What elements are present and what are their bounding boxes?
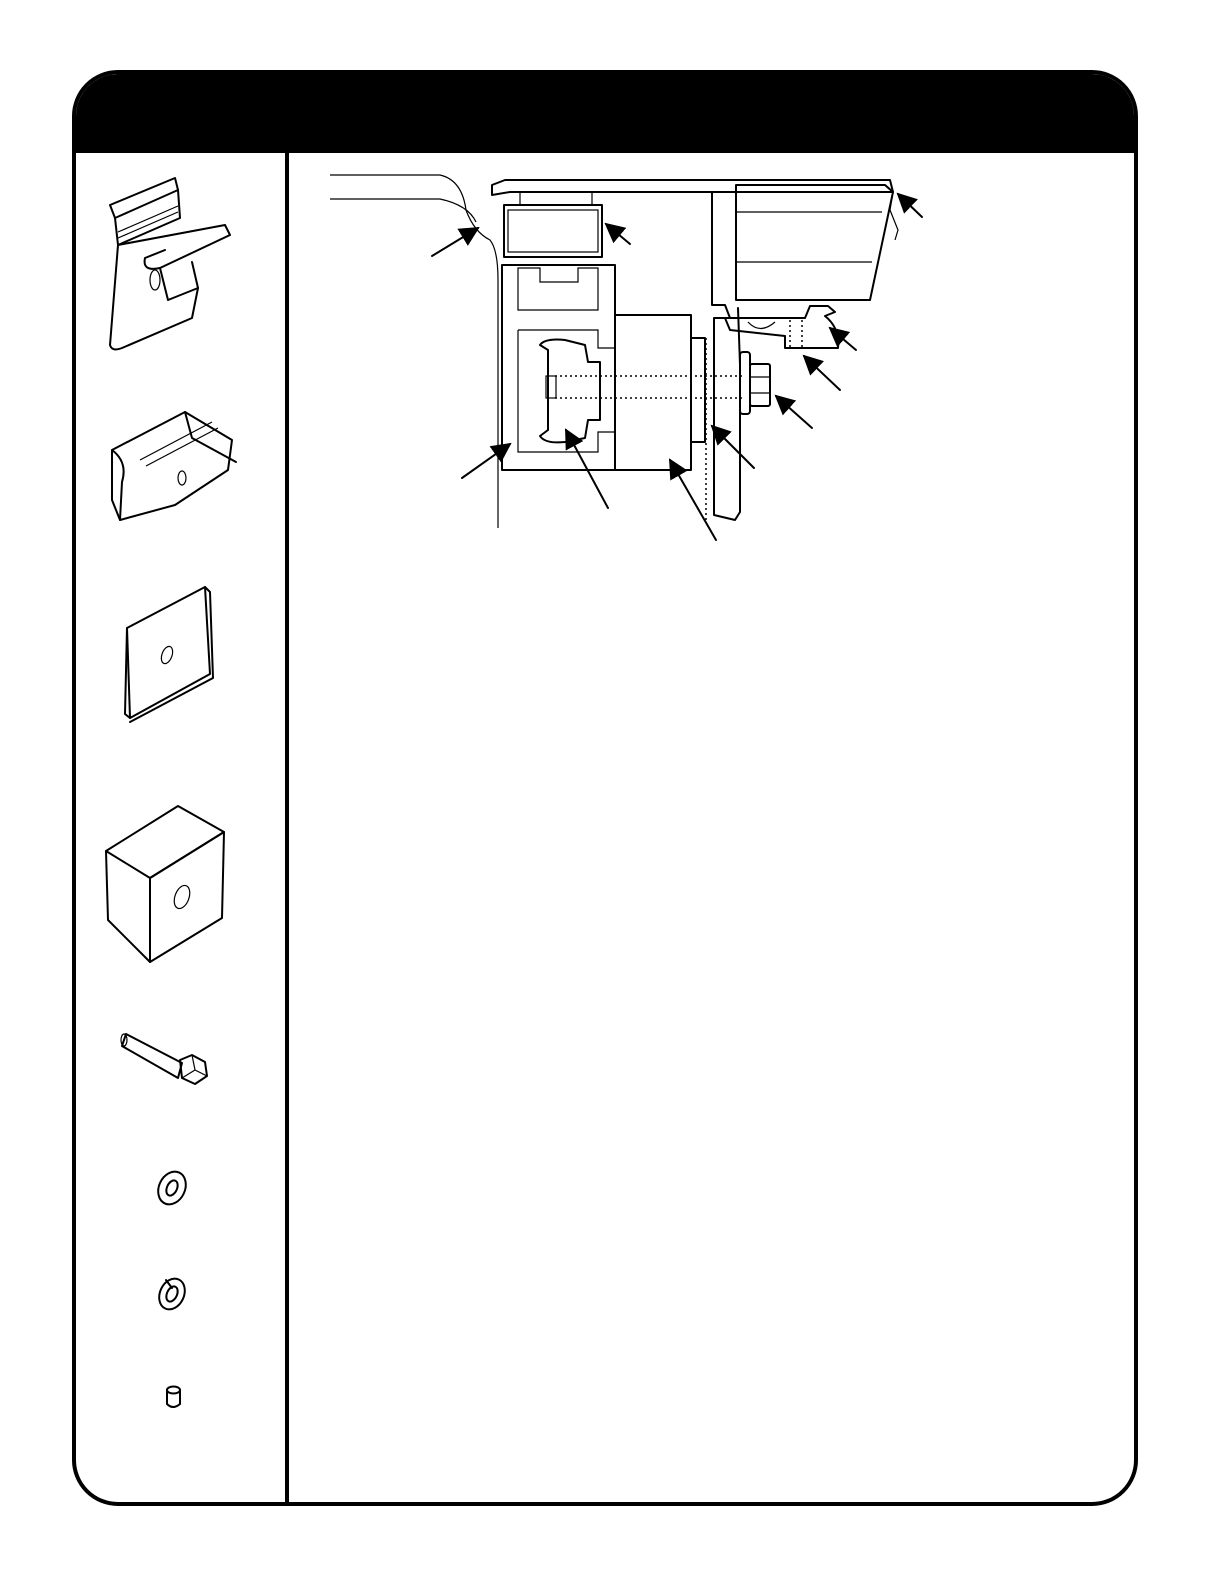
- assembly-cross-section: [330, 175, 898, 528]
- callout-arrow: [804, 356, 840, 390]
- wall-surface-line: [330, 175, 498, 528]
- hex-nut: [750, 364, 770, 406]
- callout-arrow: [670, 460, 716, 540]
- callout-arrow: [776, 396, 812, 428]
- callout-arrow: [898, 194, 922, 217]
- spacer-block-icon: [106, 806, 224, 962]
- flat-plate-icon: [125, 587, 213, 722]
- callout-arrows: [432, 194, 922, 540]
- lock-washer-icon: [154, 1274, 189, 1313]
- hex-bolt-icon: [121, 1034, 207, 1084]
- callout-arrow: [432, 228, 478, 256]
- channel-nut: [540, 340, 600, 443]
- top-cap-rail: [492, 180, 893, 195]
- gasket-block: [504, 205, 602, 257]
- lower-clip: [725, 306, 838, 348]
- mounting-clip-icon: [110, 178, 230, 349]
- callout-arrow: [606, 224, 630, 244]
- spacer-block: [615, 315, 691, 470]
- washer: [740, 352, 750, 414]
- callout-arrow: [830, 328, 856, 350]
- flat-washer-icon: [153, 1167, 191, 1209]
- housing: [736, 185, 893, 300]
- callout-arrow: [712, 426, 754, 468]
- flat-plate: [691, 338, 705, 442]
- slotted-nut-icon: [112, 412, 236, 520]
- cylinder-pin-icon: [167, 1387, 180, 1408]
